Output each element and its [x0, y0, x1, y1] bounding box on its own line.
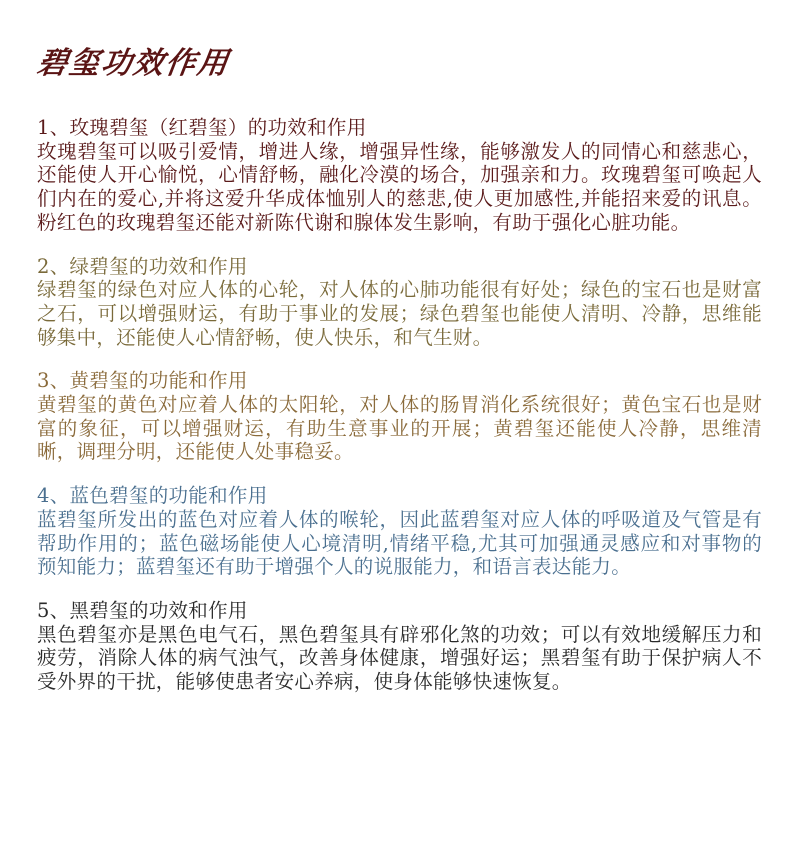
section-black-tourmaline — [37, 599, 762, 694]
section-heading: 4、蓝色碧玺的功能和作用 — [37, 484, 268, 508]
section-body: 绿碧玺的绿色对应人体的心轮，对人体的心肺功能很有好处；绿色的宝石也是财富之石，可以增强财运，有助于事业的发展；绿色碧玺也能使人清明、冷静，思维能够集中，还能使人心情舒畅，使人快乐，和气生财。 — [37, 278, 762, 349]
section-body: 蓝碧玺所发出的蓝色对应着人体的喉轮，因此蓝碧玺对应人体的呼吸道及气管是有帮助作用的；蓝色磁场能使人心境清明,情绪平稳,尤其可加强通灵感应和对事物的预知能力；蓝碧玺还有助于增强个人的说服能力，和语言表达能力。 — [37, 507, 762, 579]
section-body: 玫瑰碧玺可以吸引爱情，增进人缘，增强异性缘，能够激发人的同情心和慈悲心，还能使人开心愉悦，心情舒畅，融化冷漠的场合，加强亲和力。玫瑰碧玺可唤起人们内在的爱心,并将这爱升华成体恤别人的慈悲,使人更加感性,并能招来爱的讯息。粉红色的玫瑰碧玺还能对新陈代谢和腺体发生影响，有助于强化心脏功能。 — [37, 139, 762, 234]
section-heading: 5、黑碧玺的功效和作用 — [37, 598, 248, 622]
section-body: 黄碧玺的黄色对应着人体的太阳轮，对人体的肠胃消化系统很好；黄色宝石也是财富的象征，可以增强财运，有助生意事业的开展；黄碧玺还能使人冷静，思维清晰，调理分明，还能使人处事稳妥。 — [37, 393, 762, 464]
section-heading: 2、绿碧玺的功效和作用 — [37, 254, 248, 278]
section-heading: 1、玫瑰碧玺（红碧玺）的功效和作用 — [37, 116, 367, 139]
section-green-tourmaline — [37, 255, 762, 350]
section-body: 黑色碧玺亦是黑色电气石，黑色碧玺具有辟邪化煞的功效；可以有效地缓解压力和疲劳，消除人体的病气浊气，改善身体健康，增强好运；黑碧玺有助于保护病人不受外界的干扰，能够使患者安心养病，使身体能够快速恢复。 — [37, 622, 762, 694]
article-content — [37, 116, 762, 714]
section-yellow-tourmaline — [37, 369, 762, 464]
section-rose-tourmaline — [37, 116, 762, 235]
section-blue-tourmaline — [37, 484, 762, 579]
section-heading: 3、黄碧玺的功能和作用 — [37, 369, 248, 393]
page-title: 碧玺功效作用 — [35, 46, 232, 81]
